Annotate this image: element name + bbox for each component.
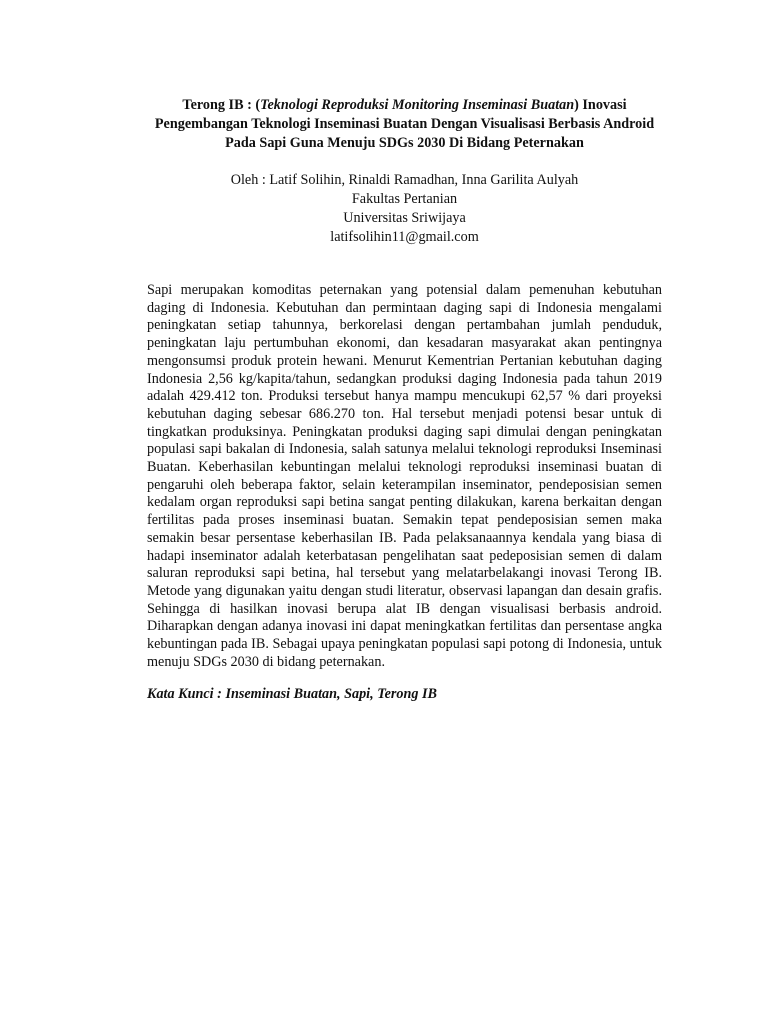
abstract-text: Sapi merupakan komoditas peternakan yang potensial dalam pemenuhan kebutuhan daging di Indonesia. Kebutuhan dan permintaan daging sapi di Indonesia mengalami peningkatan setiap tahunnya, berkorelasi dengan pertambahan jumlah penduduk, peningkatan laju pertumbuhan ekonomi, dan kesadaran masyarakat akan pentingnya mengonsumsi produk protein hewani. Menurut Kementrian Pertanian kebutuhan daging Indonesia 2,56 kg/kapita/tahun, sedangkan produksi daging Indonesia pada tahun 2019 adalah 429.412 ton. Produksi tersebut hanya mampu mencukupi 62,57 % dari proyeksi kebutuhan daging sebesar 686.270 ton. Hal tersebut menjadi potensi besar untuk di tingkatkan produksinya. Peningkatan produksi daging sapi dimulai dengan peningkatan populasi sapi bakalan di Indonesia, salah satunya melalui teknologi reproduksi Inseminasi Buatan. Keberhasilan kebuntingan melalui teknologi reproduksi inseminasi buatan di pengaruhi oleh beberapa faktor, selain keterampilan inseminator, pendeposisian semen kedalam organ reproduksi sapi betina sangat penting dilakukan, karena berkaitan dengan fertilitas pada proses inseminasi buatan. Semakin tepat pendeposisian semen maka semakin besar persentase keberhasilan IB. Pada pelaksanaannya kendala yang biasa di hadapi inseminator adalah keterbatasan pengelihatan saat pedeposisian semen di dalam saluran reproduksi sapi betina, hal tersebut yang melatarbelakangi inovasi Terong IB. Metode yang digunakan yaitu dengan studi literatur, observasi lapangan dan desain grafis. Sehingga di hasilkan inovasi berupa alat IB dengan visualisasi berbasis android. Diharapkan dengan adanya inovasi ini dapat meningkatkan fertilitas dan persentase angka kebuntingan pada IB. Sebagai upaya peningkatan populasi sapi potong di Indonesia, untuk menuju SDGs 2030 di bidang peternakan. bbox=[147, 282, 662, 670]
title-italic: Teknologi Reproduksi Monitoring Inseminasi Buatan bbox=[260, 97, 575, 113]
title-part-2: ) Inovasi Pengembangan Teknologi Inseminasi Buatan Dengan Visualisasi Berbasis Android Pada Sapi Guna Menuju SDGs 2030 Di Bidang Peternakan bbox=[154, 97, 655, 151]
title-part-1: Terong IB : ( bbox=[182, 97, 261, 113]
email: latifsolihin11@gmail.com bbox=[330, 229, 479, 245]
keywords: Kata Kunci : Inseminasi Buatan, Sapi, Terong IB bbox=[147, 686, 438, 703]
faculty: Fakultas Pertanian bbox=[351, 191, 458, 207]
author-block bbox=[147, 171, 662, 247]
document-title bbox=[147, 96, 662, 153]
document-page bbox=[147, 96, 662, 703]
university: Universitas Sriwijaya bbox=[343, 210, 466, 226]
authors-line: Oleh : Latif Solihin, Rinaldi Ramadhan, Inna Garilita Aulyah bbox=[230, 172, 579, 188]
